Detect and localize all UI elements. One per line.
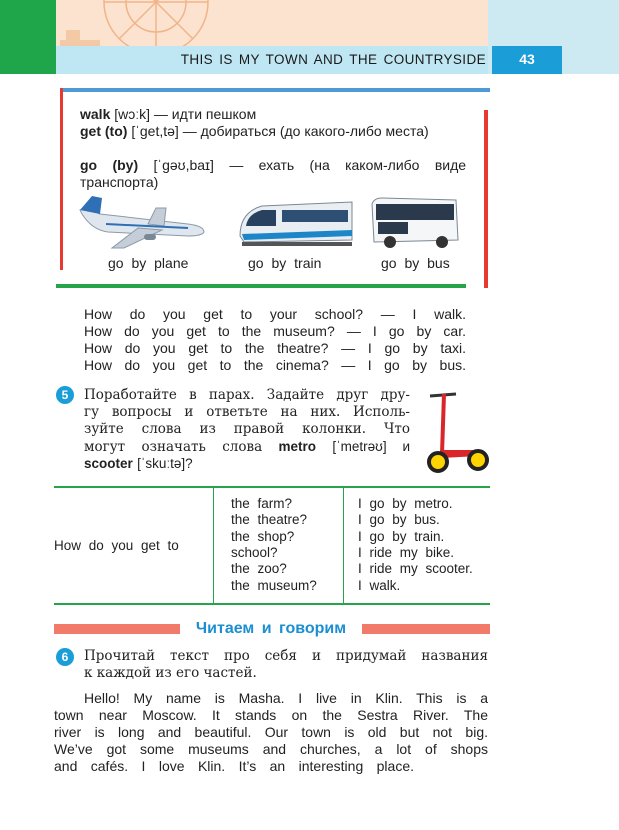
dialog-line: How do you get to the cinema? — I go by bus. (84, 357, 466, 373)
page-number: 43 (519, 51, 535, 67)
caption-train: go by train (248, 255, 322, 271)
exercise-number: 6 (56, 648, 74, 666)
word-metro: metro (278, 439, 317, 454)
table-divider (343, 488, 344, 603)
chapter-title: THIS IS MY TOWN AND THE COUNTRYSIDE (180, 52, 486, 67)
section-banner-right (362, 624, 490, 634)
table-place: the museum? (231, 578, 317, 593)
dialog-line: How do you get to your school? — I walk. (84, 306, 466, 322)
vocab-box-right-border (484, 110, 488, 288)
vocab-box-left-border (60, 88, 63, 270)
table-answer: I go by metro. (358, 496, 453, 511)
section-banner-left (54, 624, 180, 634)
exercise6-line: к каждой из его частей. (84, 665, 257, 681)
reading-text-line: Hello! My name is Masha. I live in Klin. This is a (84, 690, 488, 706)
bus-icon (366, 194, 462, 248)
table-answer: I go by train. (358, 529, 445, 544)
vocab-entry-walk: walk [wɔːk] — идти пешком (80, 106, 257, 122)
exercise5-line: зуйте слова из правой колонки. Что (84, 421, 410, 437)
scooter-icon (420, 388, 490, 476)
exercise5-line: могут означать слова metro [ˈmetrəʊ] и (84, 439, 410, 455)
table-answer: I go by bus. (358, 512, 440, 527)
caption-plane: go by plane (108, 255, 189, 271)
exercise5-line: scooter [ˈskuːtə]? (84, 456, 193, 471)
reading-text-line: river is long and beautiful. Our town is old but not big. (54, 724, 488, 740)
train-icon (236, 196, 358, 248)
reading-text-line: and cafés. I love Klin. It’s an interesting place. (54, 758, 414, 774)
table-answer: I ride my bike. (358, 545, 455, 560)
table-top-border (54, 486, 490, 488)
reading-text-line: town near Moscow. It stands on the Sestra River. The (54, 707, 488, 723)
caption-bus: go by bus (381, 255, 450, 271)
exercise5-line: гу вопросы и ответьте на них. Исполь- (84, 404, 410, 420)
table-divider (213, 488, 214, 603)
table-place: the farm? (231, 496, 293, 511)
vocab-box-top-border (60, 88, 490, 92)
reading-text-line: We’ve got some museums and churches, a lot of shops (54, 741, 488, 757)
section-title: Читаем и говорим (195, 620, 347, 637)
dialog-line: How do you get to the museum? — I go by car. (84, 323, 466, 339)
table-place: the theatre? (231, 512, 308, 527)
chapter-color-tab (0, 0, 56, 74)
vocab-entry-get: get (to) [ˈget,tə] — добираться (до какого-либо места) (80, 123, 429, 139)
table-bottom-border (54, 603, 490, 605)
exercise5-line: Поработайте в парах. Задайте друг дру- (84, 387, 410, 403)
table-place: school? (231, 545, 278, 560)
vocab-entry-go: go (by) [ˈgəʊ,baɪ] — ехать (на каком-либо виде транспорта) (80, 157, 467, 190)
table-place: the zoo? (231, 561, 287, 576)
exercise-number: 5 (56, 386, 74, 404)
table-answer: I ride my scooter. (358, 561, 473, 576)
airplane-icon (78, 194, 208, 250)
vocab-box-bottom-border (56, 284, 466, 288)
dialog-line: How do you get to the theatre? — I go by taxi. (84, 340, 466, 356)
exercise6-line: Прочитай текст про себя и придумай названия (84, 648, 488, 664)
table-place: the shop? (231, 529, 295, 544)
word-scooter: scooter (84, 456, 133, 471)
table-question: How do you get to (54, 538, 179, 553)
table-answer: I walk. (358, 578, 401, 593)
